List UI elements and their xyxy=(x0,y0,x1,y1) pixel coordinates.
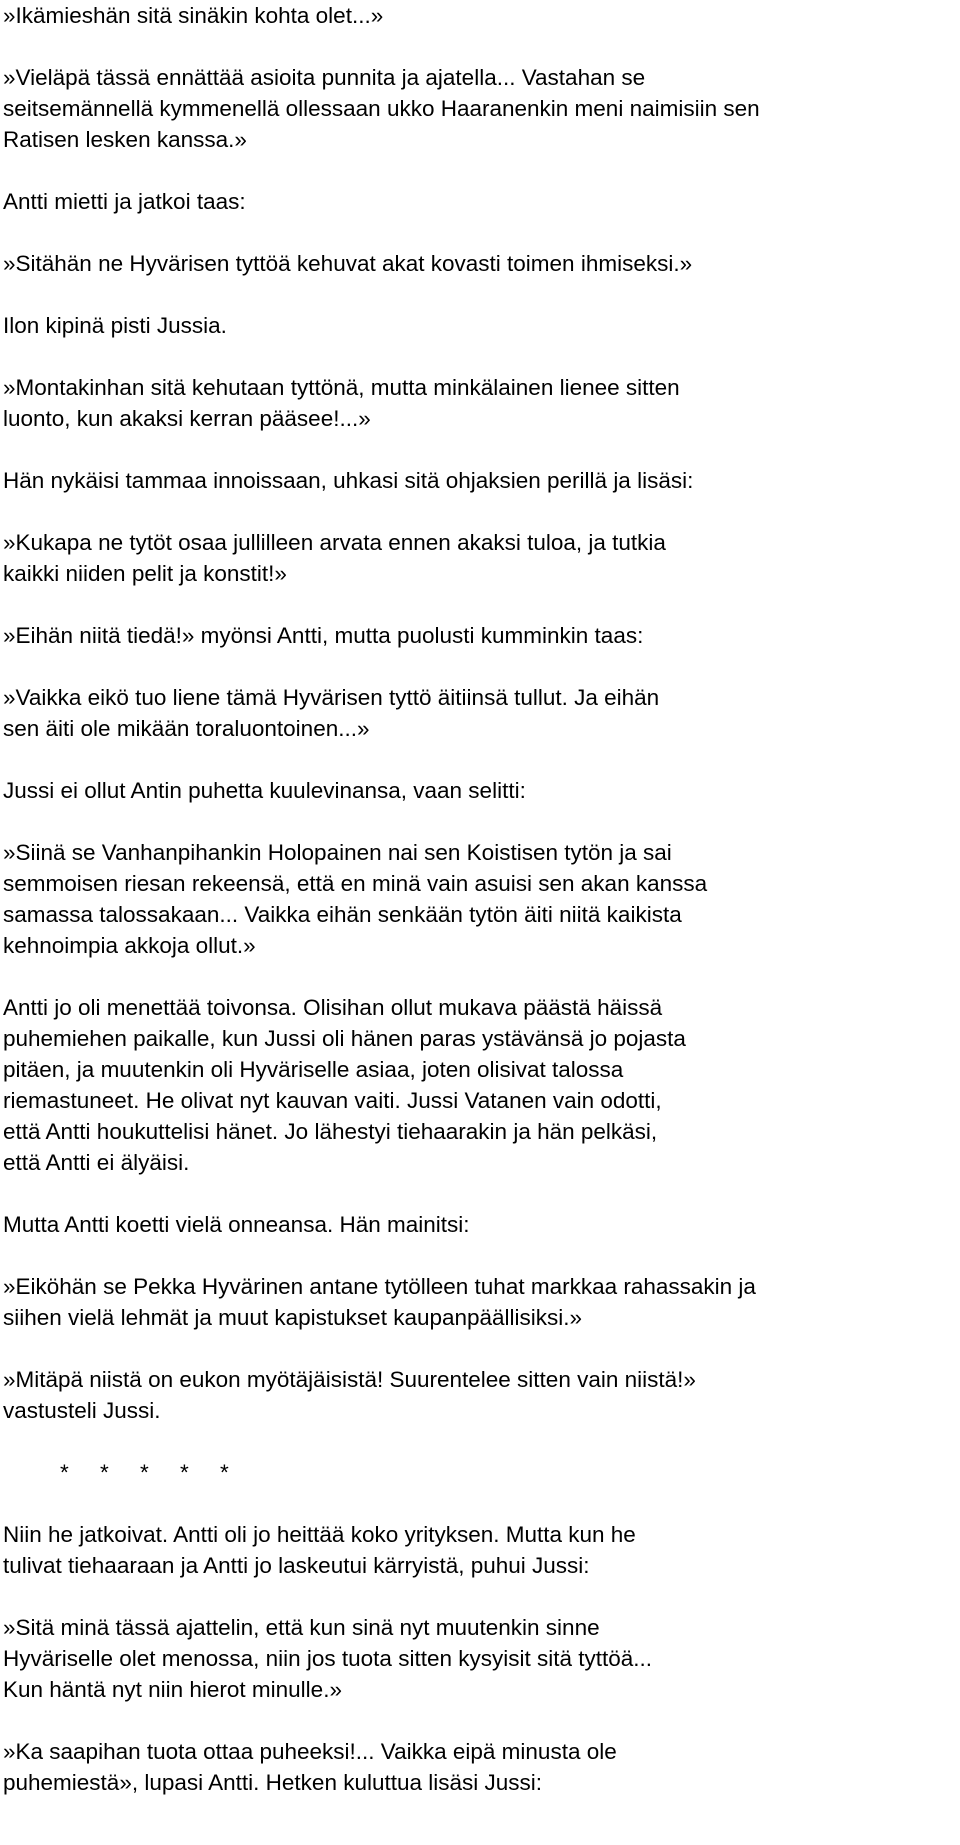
paragraph-14: Mutta Antti koetti vielä onneansa. Hän mainitsi: xyxy=(3,1212,470,1237)
paragraph-5: Ilon kipinä pisti Jussia. xyxy=(3,313,227,338)
paragraph-18: »Sitä minä tässä ajattelin, että kun sinä nyt muutenkin sinne Hyväriselle olet menossa, niin jos tuota sitten kysyisit sitä tyttöä... Kun häntä nyt niin hierot minulle.» xyxy=(3,1615,653,1702)
paragraph-13: Antti jo oli menettää toivonsa. Olisihan ollut mukava päästä häissä puhemiehen paikalle, kun Jussi oli hänen paras ystävänsä jo pojasta pitäen, ja muutenkin oli Hyväriselle asiaa, joten olisivat talossa riemastuneet. He olivat nyt kauvan vaiti. Jussi Vatanen vain odotti, että Antti houkuttelisi hänet. Jo lähestyi tiehaarakin ja hän pelkäsi, että Antti ei älyäisi. xyxy=(3,995,686,1175)
section-separator: * * * * * xyxy=(60,1460,229,1485)
paragraph-12: »Siinä se Vanhanpihankin Holopainen nai sen Koistisen tytön ja sai semmoisen riesan rekeensä, että en minä vain asuisi sen akan kanssa samassa talossakaan... Vaikka eihän senkään tytön äiti niitä kaikista kehnoimpia akkoja ollut.» xyxy=(3,840,708,958)
paragraph-4: »Sitähän ne Hyvärisen tyttöä kehuvat akat kovasti toimen ihmiseksi.» xyxy=(3,251,693,276)
paragraph-10: »Vaikka eikö tuo liene tämä Hyvärisen tyttö äitiinsä tullut. Ja eihän sen äiti ole mikään toraluontoinen...» xyxy=(3,685,660,741)
paragraph-6: »Montakinhan sitä kehutaan tyttönä, mutta minkälainen lienee sitten luonto, kun akaksi kerran pääsee!...» xyxy=(3,375,680,431)
paragraph-3: Antti mietti ja jatkoi taas: xyxy=(3,189,246,214)
paragraph-11: Jussi ei ollut Antin puhetta kuulevinansa, vaan selitti: xyxy=(3,778,526,803)
paragraph-19: »Ka saapihan tuota ottaa puheeksi!... Vaikka eipä minusta ole puhemiestä», lupasi Antti. Hetken kuluttua lisäsi Jussi: xyxy=(3,1739,617,1795)
paragraph-15: »Eiköhän se Pekka Hyvärinen antane tytölleen tuhat markkaa rahassakin ja siihen vielä lehmät ja muut kapistukset kaupanpäällisiksi.» xyxy=(3,1274,756,1330)
paragraph-8: »Kukapa ne tytöt osaa jullilleen arvata ennen akaksi tuloa, ja tutkia kaikki niiden pelit ja konstit!» xyxy=(3,530,666,586)
paragraph-9: »Eihän niitä tiedä!» myönsi Antti, mutta puolusti kumminkin taas: xyxy=(3,623,644,648)
paragraph-7: Hän nykäisi tammaa innoissaan, uhkasi sitä ohjaksien perillä ja lisäsi: xyxy=(3,468,694,493)
paragraph-16: »Mitäpä niistä on eukon myötäjäisistä! Suurentelee sitten vain niistä!» vastusteli Jussi. xyxy=(3,1367,696,1423)
paragraph-2: »Vieläpä tässä ennättää asioita punnita ja ajatella... Vastahan se seitsemännellä kymmenellä ollessaan ukko Haaranenkin meni naimisiin sen Ratisen lesken kanssa.» xyxy=(3,65,760,152)
paragraph-17: Niin he jatkoivat. Antti oli jo heittää koko yrityksen. Mutta kun he tulivat tiehaaraan ja Antti jo laskeutui kärryistä, puhui Jussi: xyxy=(3,1522,636,1578)
paragraph-1: »Ikämieshän sitä sinäkin kohta olet...» xyxy=(3,3,384,28)
